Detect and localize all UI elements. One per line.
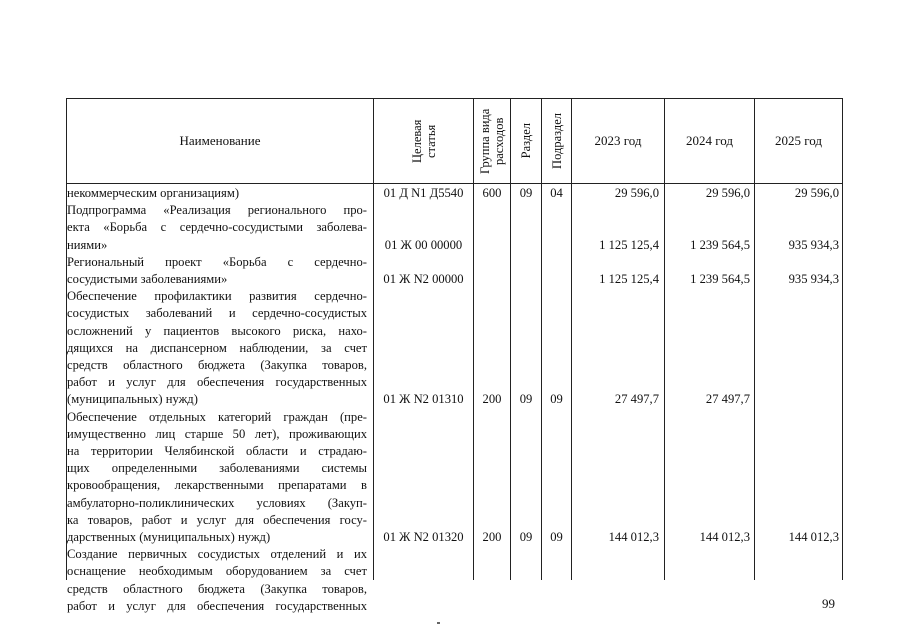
subsection-cell: 04: [550, 186, 563, 200]
header-name-label: Наименование: [179, 133, 261, 148]
name-line: сосудистых заболеваний и сердечно-сосудистых: [67, 306, 367, 321]
header-2024-label: 2024 год: [686, 133, 733, 148]
header-2023-label: 2023 год: [594, 133, 642, 148]
target-article-cell: 01 Ж 00 00000: [384, 237, 463, 252]
amount-2024-cell: 144 012,3: [699, 530, 750, 544]
name-line: екта «Борьба с сердечно-сосудистыми заболева-: [67, 220, 367, 235]
amount-2023-cell: 1 125 125,4: [599, 272, 659, 286]
amount-2024-cell: 29 596,0: [705, 186, 750, 200]
expense-group-cell: 200: [482, 530, 502, 544]
header-expense-group: [474, 99, 510, 183]
name-line: дящихся на диспансерном наблюдении, за счет: [67, 340, 367, 355]
header-2025: [755, 99, 842, 183]
name-line: некоммерческим организациям): [67, 186, 240, 200]
target-article-cell: 01 Ж N2 00000: [383, 272, 464, 286]
amount-2024-cell: 1 239 564,5: [690, 272, 750, 286]
amount-2025-cell: 29 596,0: [794, 186, 839, 200]
header-bottom-border: [66, 183, 843, 184]
name-line: Подпрограмма «Реализация регионального про-: [67, 203, 367, 218]
amount-2023-cell: 144 012,3: [608, 530, 659, 544]
header-section-label: Раздел: [519, 123, 533, 159]
header-subsection-label: Подраздел: [549, 113, 564, 169]
section-cell: 09: [519, 530, 533, 544]
name-line: Обеспечение отдельных категорий граждан (пре-: [67, 409, 367, 424]
header-2023: [572, 99, 664, 183]
name-line: ниями»: [67, 237, 108, 252]
section-cell: 09: [519, 392, 533, 407]
amount-2024-cell: 27 497,7: [705, 392, 750, 407]
name-line: сосудистыми заболеваниями»: [67, 272, 228, 286]
subsection-cell: 09: [550, 530, 563, 544]
amount-2025-cell: 935 934,3: [788, 272, 839, 286]
section-cell: 09: [519, 186, 533, 200]
header-subsection: [542, 99, 571, 183]
target-article-cell: 01 Ж N2 01310: [383, 392, 464, 407]
header-2024: [665, 99, 754, 183]
header-2025-label: 2025 год: [775, 133, 822, 148]
name-line: (муниципальных) нужд): [67, 392, 198, 407]
amount-2024-cell: 1 239 564,5: [690, 237, 750, 252]
name-line: осложнений у пациентов высокого риска, нахо-: [67, 323, 367, 338]
header-expense-group-label: Группа вида расходов: [478, 108, 506, 174]
name-line: амбулаторно-поликлинических условиях (Закуп-: [67, 495, 367, 510]
name-line: кровообращения, лекарственными препаратами в: [67, 478, 367, 493]
target-article-cell: 01 Д N1 Д5540: [383, 186, 464, 200]
amount-2025-cell: 144 012,3: [788, 530, 839, 544]
name-line: на территории Челябинской области и страдаю-: [67, 444, 367, 458]
name-line: Обеспечение профилактики развития сердечно-: [67, 289, 367, 304]
name-line: дарственных (муниципальных) нужд): [67, 530, 271, 544]
header-target-article-label: Целевая статья: [409, 119, 438, 163]
name-line: имущественно лиц старше 50 лет), проживающих: [67, 426, 367, 441]
amount-2023-cell: 1 125 125,4: [599, 237, 659, 252]
page-number: 99: [822, 596, 835, 611]
scan-mark: [437, 622, 440, 624]
amount-2023-cell: 29 596,0: [614, 186, 659, 200]
amount-2025-cell: 935 934,3: [788, 237, 839, 252]
name-line: щих определенными заболеваниями системы: [67, 461, 367, 476]
name-line: Создание первичных сосудистых отделений и их: [67, 547, 367, 562]
header-target-article: [374, 99, 473, 183]
header-name: [67, 99, 373, 183]
target-article-cell: 01 Ж N2 01320: [383, 530, 464, 544]
name-line: работ и услуг для обеспечения государственных: [67, 598, 367, 613]
header-section: [511, 99, 541, 183]
name-line: работ и услуг для обеспечения государственных: [67, 375, 367, 390]
name-line: ка товаров, работ и услуг для обеспечения госу-: [67, 512, 367, 527]
col-border-right: [842, 98, 843, 580]
amount-2023-cell: 27 497,7: [614, 392, 659, 407]
expense-group-cell: 200: [482, 392, 502, 407]
expense-group-cell: 600: [482, 186, 502, 200]
name-line: средств областного бюджета (Закупка товаров,: [67, 581, 367, 596]
name-line: Региональный проект «Борьба с сердечно-: [67, 254, 367, 269]
subsection-cell: 09: [550, 392, 563, 407]
name-line: средств областного бюджета (Закупка товаров,: [67, 358, 367, 372]
name-line: оснащение необходимым оборудованием за счет: [67, 564, 367, 579]
